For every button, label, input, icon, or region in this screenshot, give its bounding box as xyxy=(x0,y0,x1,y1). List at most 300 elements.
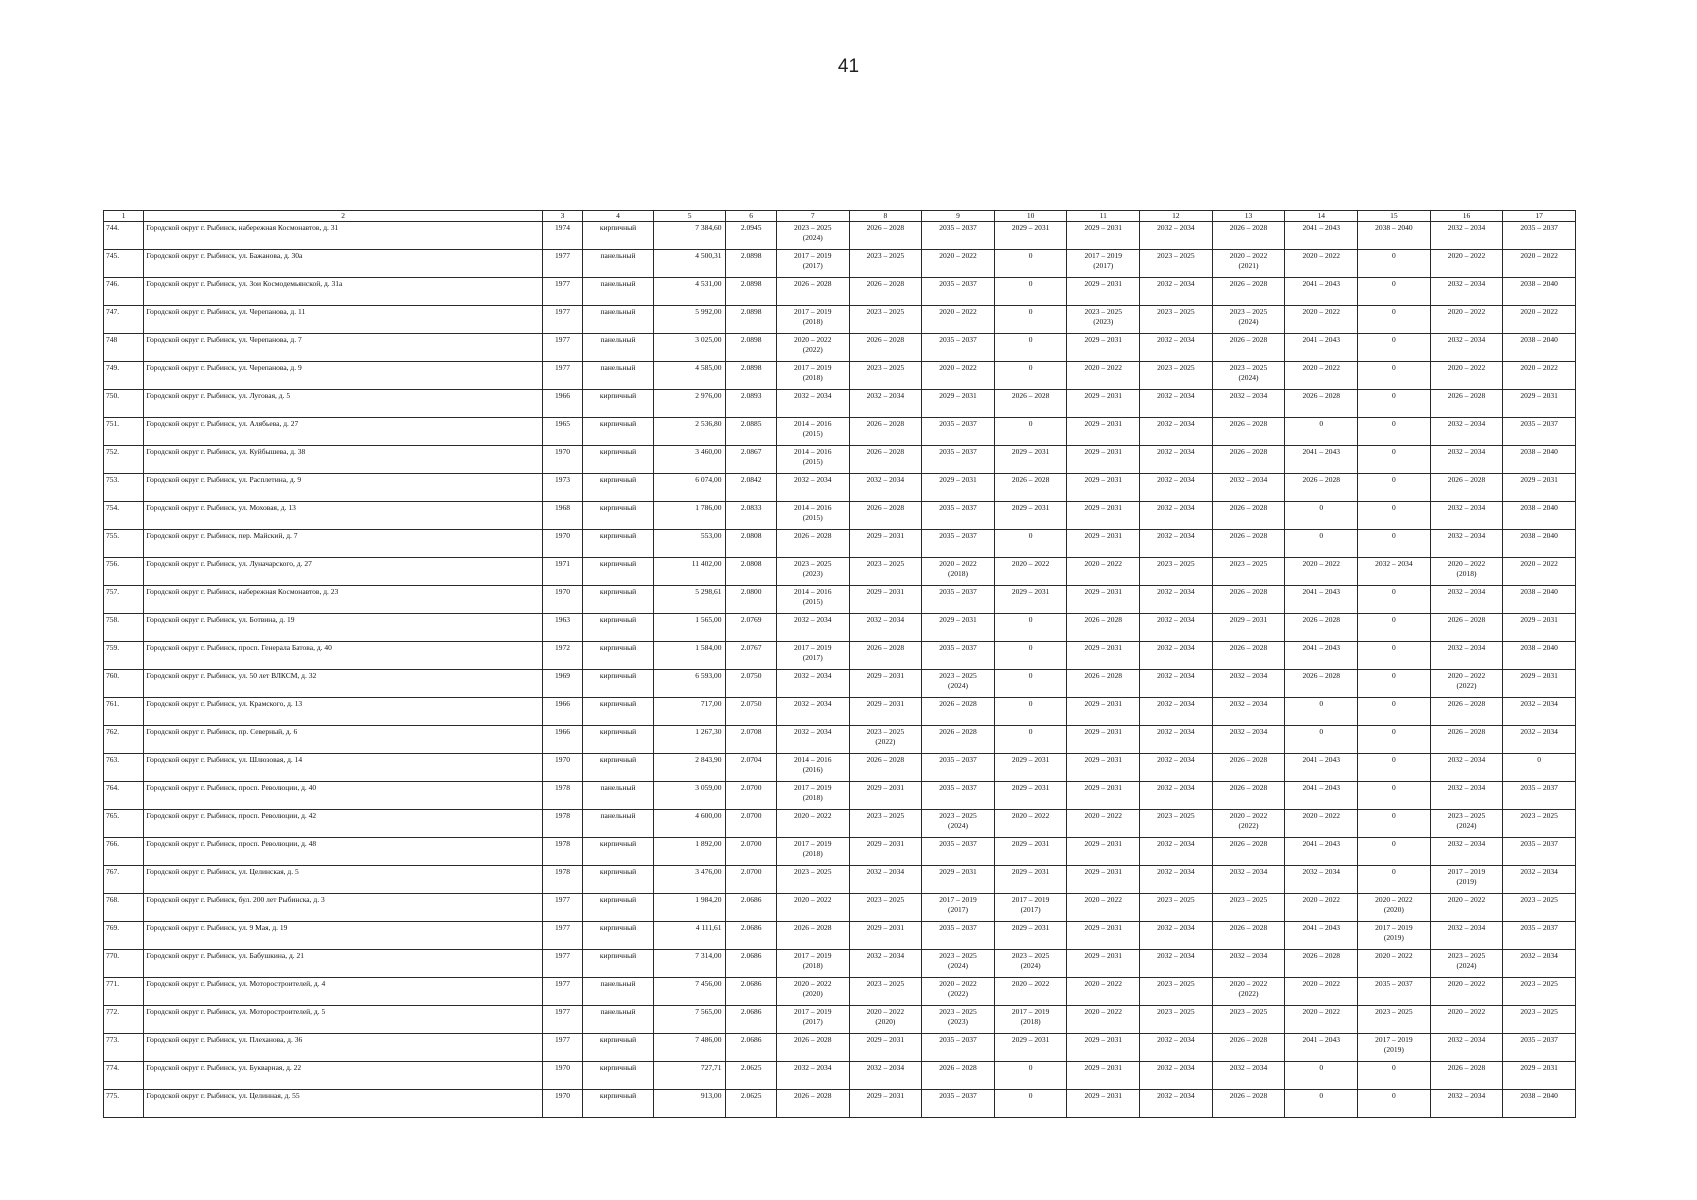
table-row xyxy=(104,362,1576,390)
table-cell: 2029 – 2031 xyxy=(1067,446,1140,474)
table-cell: 2032 – 2034 xyxy=(1430,334,1503,362)
table-cell: 0 xyxy=(994,698,1067,726)
table-cell: 774. xyxy=(104,1062,144,1090)
table-cell: 2020 – 2022 xyxy=(1285,978,1358,1006)
table-cell: 2017 – 2019 (2017) xyxy=(776,642,849,670)
table-cell: 764. xyxy=(104,782,144,810)
table-cell: 2023 – 2025 xyxy=(776,866,849,894)
table-cell: 7 456,00 xyxy=(653,978,726,1006)
column-header: 2 xyxy=(144,211,543,222)
table-row xyxy=(104,754,1576,782)
table-cell: 717,00 xyxy=(653,698,726,726)
table-cell: 2029 – 2031 xyxy=(1503,670,1576,698)
table-cell: 2029 – 2031 xyxy=(1212,614,1285,642)
table-cell: 913,00 xyxy=(653,1090,726,1118)
table-cell: 4 600,00 xyxy=(653,810,726,838)
table-cell: 2020 – 2022 xyxy=(1430,306,1503,334)
table-cell: 2.0686 xyxy=(726,894,776,922)
table-cell: 2.0686 xyxy=(726,950,776,978)
table-row xyxy=(104,502,1576,530)
table-cell: 2041 – 2043 xyxy=(1285,782,1358,810)
table-cell: 2029 – 2031 xyxy=(1067,838,1140,866)
table-cell: 2035 – 2037 xyxy=(922,530,995,558)
table-cell: 2032 – 2034 xyxy=(1430,530,1503,558)
table-cell: 2023 – 2025 xyxy=(1503,894,1576,922)
table-cell: 766. xyxy=(104,838,144,866)
table-cell: 1974 xyxy=(542,222,582,250)
column-header: 16 xyxy=(1430,211,1503,222)
table-cell: 747. xyxy=(104,306,144,334)
table-cell: 2020 – 2022 xyxy=(1358,950,1431,978)
table-row xyxy=(104,1006,1576,1034)
table-cell: 2032 – 2034 xyxy=(1430,782,1503,810)
table-cell: 2023 – 2025 xyxy=(1503,978,1576,1006)
table-cell: 2020 – 2022 xyxy=(1285,558,1358,586)
table-cell: 0 xyxy=(1358,866,1431,894)
table-cell: 2038 – 2040 xyxy=(1503,278,1576,306)
table-cell: 2029 – 2031 xyxy=(1067,502,1140,530)
table-cell: Городской округ г. Рыбинск, ул. 50 лет ВЛКСМ, д. 32 xyxy=(144,670,543,698)
table-cell: 0 xyxy=(994,278,1067,306)
table-cell: 0 xyxy=(1358,1090,1431,1118)
table-cell: 2026 – 2028 xyxy=(776,922,849,950)
table-cell: Городской округ г. Рыбинск, пер. Майский, д. 7 xyxy=(144,530,543,558)
table-cell: 2023 – 2025 (2024) xyxy=(922,670,995,698)
table-cell: 2020 – 2022 (2022) xyxy=(1212,978,1285,1006)
table-cell: Городской округ г. Рыбинск, просп. Революции, д. 40 xyxy=(144,782,543,810)
table-cell: Городской округ г. Рыбинск, набережная Космонавтов, д. 31 xyxy=(144,222,543,250)
table-cell: 750. xyxy=(104,390,144,418)
table-cell: 2035 – 2037 xyxy=(1358,978,1431,1006)
table-cell: панельный xyxy=(583,334,654,362)
table-cell: 761. xyxy=(104,698,144,726)
table-cell: 2023 – 2025 (2023) xyxy=(776,558,849,586)
table-cell: 2032 – 2034 xyxy=(1285,866,1358,894)
table-cell: панельный xyxy=(583,782,654,810)
table-cell: 2026 – 2028 xyxy=(922,698,995,726)
table-cell: 1 786,00 xyxy=(653,502,726,530)
table-row xyxy=(104,950,1576,978)
table-cell: кирпичный xyxy=(583,726,654,754)
table-cell: 2032 – 2034 xyxy=(1140,1034,1213,1062)
table-cell: 2017 – 2019 (2018) xyxy=(776,306,849,334)
table-cell: 0 xyxy=(994,614,1067,642)
table-cell: 1977 xyxy=(542,250,582,278)
table-cell: 2023 – 2025 xyxy=(1358,1006,1431,1034)
table-row xyxy=(104,1090,1576,1118)
table-cell: 2017 – 2019 (2018) xyxy=(776,950,849,978)
table-cell: кирпичный xyxy=(583,698,654,726)
table-cell: 553,00 xyxy=(653,530,726,558)
table-cell: 2035 – 2037 xyxy=(1503,418,1576,446)
table-cell: 2029 – 2031 xyxy=(1503,614,1576,642)
table-cell: 2023 – 2025 (2024) xyxy=(1430,950,1503,978)
table-cell: 2029 – 2031 xyxy=(1067,586,1140,614)
table-cell: 2026 – 2028 xyxy=(1212,530,1285,558)
table-cell: 2.0767 xyxy=(726,642,776,670)
table-cell: 0 xyxy=(1358,474,1431,502)
table-cell: 2020 – 2022 xyxy=(1067,810,1140,838)
table-cell: кирпичный xyxy=(583,502,654,530)
table-cell: 2020 – 2022 xyxy=(1503,362,1576,390)
table-cell: 2029 – 2031 xyxy=(1067,782,1140,810)
table-cell: 2032 – 2034 xyxy=(1140,278,1213,306)
table-cell: 2035 – 2037 xyxy=(1503,222,1576,250)
table-cell: 2032 – 2034 xyxy=(1140,838,1213,866)
table-cell: 2020 – 2022 xyxy=(1430,1006,1503,1034)
table-cell: 2020 – 2022 xyxy=(1430,978,1503,1006)
table-cell: 2029 – 2031 xyxy=(994,222,1067,250)
table-cell: 11 402,00 xyxy=(653,558,726,586)
table-cell: 2029 – 2031 xyxy=(1067,726,1140,754)
table-cell: 2026 – 2028 xyxy=(1212,642,1285,670)
table-cell: 2029 – 2031 xyxy=(1503,390,1576,418)
table-cell: 2.0700 xyxy=(726,838,776,866)
table-cell: 0 xyxy=(1285,502,1358,530)
table-cell: 2.0800 xyxy=(726,586,776,614)
table-cell: 744. xyxy=(104,222,144,250)
table-cell: 2041 – 2043 xyxy=(1285,1034,1358,1062)
table-cell: Городской округ г. Рыбинск, ул. Букварная, д. 22 xyxy=(144,1062,543,1090)
table-cell: 759. xyxy=(104,642,144,670)
table-cell: 1966 xyxy=(542,390,582,418)
table-cell: 3 476,00 xyxy=(653,866,726,894)
table-cell: 2032 – 2034 xyxy=(1212,670,1285,698)
table-cell: 0 xyxy=(1358,446,1431,474)
table-cell: 2029 – 2031 xyxy=(1067,950,1140,978)
table-cell: кирпичный xyxy=(583,894,654,922)
table-cell: 2026 – 2028 xyxy=(1285,950,1358,978)
table-cell: 2041 – 2043 xyxy=(1285,222,1358,250)
table-cell: 2.0625 xyxy=(726,1090,776,1118)
table-cell: 2029 – 2031 xyxy=(1067,530,1140,558)
table-cell: 2023 – 2025 xyxy=(1140,558,1213,586)
table-cell: 2023 – 2025 (2024) xyxy=(922,950,995,978)
table-cell: 748 xyxy=(104,334,144,362)
table-cell: 2017 – 2019 (2018) xyxy=(776,362,849,390)
table-cell: 2029 – 2031 xyxy=(849,530,922,558)
table-cell: Городской округ г. Рыбинск, ул. Моторостроителей, д. 5 xyxy=(144,1006,543,1034)
table-cell: Городской округ г. Рыбинск, просп. Революции, д. 48 xyxy=(144,838,543,866)
table-cell: 2038 – 2040 xyxy=(1358,222,1431,250)
table-cell: 2032 – 2034 xyxy=(1212,726,1285,754)
table-cell: 1966 xyxy=(542,698,582,726)
table-cell: 2032 – 2034 xyxy=(849,1062,922,1090)
table-cell: 2026 – 2028 xyxy=(1212,278,1285,306)
table-cell: 0 xyxy=(1285,726,1358,754)
table-cell: 2017 – 2019 (2019) xyxy=(1430,866,1503,894)
table-cell: 2026 – 2028 xyxy=(994,474,1067,502)
table-cell: 2029 – 2031 xyxy=(994,502,1067,530)
table-cell: 2035 – 2037 xyxy=(922,418,995,446)
table-cell: 2038 – 2040 xyxy=(1503,642,1576,670)
column-header: 14 xyxy=(1285,211,1358,222)
table-cell: 1977 xyxy=(542,922,582,950)
table-cell: 2035 – 2037 xyxy=(1503,838,1576,866)
table-cell: 2035 – 2037 xyxy=(922,754,995,782)
table-cell: 2029 – 2031 xyxy=(1067,474,1140,502)
table-cell: 0 xyxy=(1358,810,1431,838)
table-cell: 2026 – 2028 xyxy=(922,726,995,754)
table-cell: 2032 – 2034 xyxy=(776,670,849,698)
table-cell: 5 298,61 xyxy=(653,586,726,614)
table-cell: 2029 – 2031 xyxy=(994,446,1067,474)
table-cell: 2032 – 2034 xyxy=(1503,698,1576,726)
table-cell: панельный xyxy=(583,978,654,1006)
table-cell: Городской округ г. Рыбинск, ул. Целинная, д. 55 xyxy=(144,1090,543,1118)
table-cell: 2023 – 2025 (2024) xyxy=(922,810,995,838)
table-cell: 2017 – 2019 (2017) xyxy=(994,894,1067,922)
table-cell: кирпичный xyxy=(583,1034,654,1062)
table-cell: 2029 – 2031 xyxy=(1067,222,1140,250)
table-cell: 2029 – 2031 xyxy=(994,782,1067,810)
table-cell: 2035 – 2037 xyxy=(922,1034,995,1062)
table-cell: Городской округ г. Рыбинск, ул. Черепанова, д. 11 xyxy=(144,306,543,334)
column-header: 3 xyxy=(542,211,582,222)
table-cell: 0 xyxy=(994,306,1067,334)
table-cell: 2029 – 2031 xyxy=(849,1090,922,1118)
table-cell: 0 xyxy=(994,334,1067,362)
table-cell: 760. xyxy=(104,670,144,698)
table-cell: 1977 xyxy=(542,1006,582,1034)
table-row xyxy=(104,866,1576,894)
table-cell: 2026 – 2028 xyxy=(1212,446,1285,474)
table-cell: 2026 – 2028 xyxy=(994,390,1067,418)
table-cell: кирпичный xyxy=(583,642,654,670)
table-cell: 1970 xyxy=(542,1062,582,1090)
table-cell: 2023 – 2025 xyxy=(1140,306,1213,334)
table-cell: кирпичный xyxy=(583,922,654,950)
table-cell: 2035 – 2037 xyxy=(922,642,995,670)
table-cell: 0 xyxy=(1358,334,1431,362)
table-cell: кирпичный xyxy=(583,670,654,698)
table-cell: 2032 – 2034 xyxy=(776,698,849,726)
table-cell: 2032 – 2034 xyxy=(1140,642,1213,670)
table-cell: Городской округ г. Рыбинск, ул. Расплетина, д. 9 xyxy=(144,474,543,502)
table-cell: 2032 – 2034 xyxy=(1212,1062,1285,1090)
table-cell: 0 xyxy=(1358,390,1431,418)
table-cell: 2035 – 2037 xyxy=(1503,782,1576,810)
table-row xyxy=(104,838,1576,866)
table-cell: 2023 – 2025 xyxy=(849,978,922,1006)
table-cell: 0 xyxy=(994,362,1067,390)
table-cell: 7 314,00 xyxy=(653,950,726,978)
table-cell: кирпичный xyxy=(583,614,654,642)
table-cell: 2020 – 2022 xyxy=(776,894,849,922)
table-cell: 2020 – 2022 xyxy=(1285,894,1358,922)
table-cell: 2029 – 2031 xyxy=(1067,1062,1140,1090)
table-cell: 768. xyxy=(104,894,144,922)
table-cell: 2014 – 2016 (2016) xyxy=(776,754,849,782)
table-cell: 2014 – 2016 (2015) xyxy=(776,446,849,474)
table-cell: 2026 – 2028 xyxy=(776,278,849,306)
table-cell: 2.0700 xyxy=(726,866,776,894)
table-cell: 2029 – 2031 xyxy=(1067,922,1140,950)
table-cell: Городской округ г. Рыбинск, ул. Зои Космодемьянской, д. 31а xyxy=(144,278,543,306)
table-cell: 746. xyxy=(104,278,144,306)
table-cell: 2032 – 2034 xyxy=(1430,446,1503,474)
table-cell: кирпичный xyxy=(583,446,654,474)
table-cell: 2035 – 2037 xyxy=(922,838,995,866)
table-cell: 2026 – 2028 xyxy=(1067,614,1140,642)
table-row xyxy=(104,670,1576,698)
table-cell: 2035 – 2037 xyxy=(922,1090,995,1118)
table-cell: 2041 – 2043 xyxy=(1285,278,1358,306)
table-cell: 2041 – 2043 xyxy=(1285,642,1358,670)
table-cell: 2026 – 2028 xyxy=(1430,726,1503,754)
table-cell: 3 059,00 xyxy=(653,782,726,810)
table-cell: кирпичный xyxy=(583,866,654,894)
table-cell: 4 111,61 xyxy=(653,922,726,950)
table-cell: панельный xyxy=(583,306,654,334)
column-header: 15 xyxy=(1358,211,1431,222)
column-header: 7 xyxy=(776,211,849,222)
table-cell: 2014 – 2016 (2015) xyxy=(776,586,849,614)
table-cell: 2032 – 2034 xyxy=(1140,334,1213,362)
table-cell: 1 984,20 xyxy=(653,894,726,922)
table-cell: 2.0769 xyxy=(726,614,776,642)
table-cell: 2023 – 2025 xyxy=(1212,558,1285,586)
table-cell: 2020 – 2022 xyxy=(994,978,1067,1006)
table-cell: 758. xyxy=(104,614,144,642)
table-cell: 2026 – 2028 xyxy=(849,418,922,446)
table-cell: 1 584,00 xyxy=(653,642,726,670)
table-cell: 0 xyxy=(994,530,1067,558)
table-cell: 1971 xyxy=(542,558,582,586)
table-cell: 2017 – 2019 (2017) xyxy=(776,250,849,278)
table-cell: 2023 – 2025 xyxy=(1140,250,1213,278)
table-cell: 2029 – 2031 xyxy=(849,670,922,698)
table-cell: 2041 – 2043 xyxy=(1285,754,1358,782)
table-cell: 1978 xyxy=(542,866,582,894)
page-number: 41 xyxy=(837,56,860,77)
table-cell: 2041 – 2043 xyxy=(1285,334,1358,362)
table-cell: 2.0885 xyxy=(726,418,776,446)
table-cell: 0 xyxy=(1503,754,1576,782)
table-cell: 2023 – 2025 xyxy=(849,810,922,838)
table-cell: 2020 – 2022 xyxy=(1503,306,1576,334)
table-cell: 2029 – 2031 xyxy=(849,922,922,950)
table-row xyxy=(104,894,1576,922)
table-cell: 2026 – 2028 xyxy=(1430,474,1503,502)
table-cell: 2023 – 2025 xyxy=(1140,894,1213,922)
table-cell: Городской округ г. Рыбинск, ул. Плеханова, д. 36 xyxy=(144,1034,543,1062)
table-cell: 1977 xyxy=(542,362,582,390)
table-cell: 0 xyxy=(1358,698,1431,726)
table-cell: 2032 – 2034 xyxy=(1140,614,1213,642)
table-cell: 762. xyxy=(104,726,144,754)
table-cell: 2029 – 2031 xyxy=(1067,390,1140,418)
table-row xyxy=(104,250,1576,278)
table-cell: 2.0808 xyxy=(726,530,776,558)
table-cell: Городской округ г. Рыбинск, ул. Луначарского, д. 27 xyxy=(144,558,543,586)
table-cell: 2.0898 xyxy=(726,334,776,362)
column-header: 10 xyxy=(994,211,1067,222)
table-cell: 0 xyxy=(1358,838,1431,866)
table-cell: 2020 – 2022 xyxy=(1430,250,1503,278)
table-cell: 2023 – 2025 (2023) xyxy=(922,1006,995,1034)
table-cell: 2035 – 2037 xyxy=(922,922,995,950)
table-cell: 2.0625 xyxy=(726,1062,776,1090)
table-cell: 2029 – 2031 xyxy=(1067,1034,1140,1062)
table-cell: 749. xyxy=(104,362,144,390)
table-cell: 2.0898 xyxy=(726,362,776,390)
table-cell: 2032 – 2034 xyxy=(1140,726,1213,754)
table-row xyxy=(104,642,1576,670)
table-cell: 2026 – 2028 xyxy=(849,278,922,306)
column-header: 9 xyxy=(922,211,995,222)
table-cell: 2035 – 2037 xyxy=(922,782,995,810)
table-cell: 2029 – 2031 xyxy=(849,782,922,810)
table-cell: 2032 – 2034 xyxy=(1503,866,1576,894)
table-row xyxy=(104,446,1576,474)
table-cell: панельный xyxy=(583,1006,654,1034)
table-cell: 0 xyxy=(1358,754,1431,782)
table-cell: 2.0808 xyxy=(726,558,776,586)
table-cell: 2029 – 2031 xyxy=(994,754,1067,782)
table-cell: 2032 – 2034 xyxy=(1140,474,1213,502)
table-row xyxy=(104,698,1576,726)
table-cell: 2023 – 2025 xyxy=(1140,362,1213,390)
table-cell: 2026 – 2028 xyxy=(1212,418,1285,446)
table-cell: 2023 – 2025 xyxy=(1212,1006,1285,1034)
table-cell: 2.0833 xyxy=(726,502,776,530)
table-cell: 2032 – 2034 xyxy=(1140,586,1213,614)
table-cell: 2 843,90 xyxy=(653,754,726,782)
table-cell: 2026 – 2028 xyxy=(1212,586,1285,614)
column-header: 12 xyxy=(1140,211,1213,222)
table-cell: 1970 xyxy=(542,754,582,782)
table-cell: 752. xyxy=(104,446,144,474)
table-cell: 2017 – 2019 (2018) xyxy=(776,782,849,810)
table-cell: 0 xyxy=(1285,1062,1358,1090)
table-cell: Городской округ г. Рыбинск, просп. Генерала Батова, д. 40 xyxy=(144,642,543,670)
table-cell: 1965 xyxy=(542,418,582,446)
table-cell: 2023 – 2025 xyxy=(1212,894,1285,922)
table-row xyxy=(104,222,1576,250)
table-cell: 0 xyxy=(1358,418,1431,446)
table-cell: 0 xyxy=(994,670,1067,698)
table-cell: 2029 – 2031 xyxy=(994,586,1067,614)
table-row xyxy=(104,1062,1576,1090)
table-cell: Городской округ г. Рыбинск, набережная Космонавтов, д. 23 xyxy=(144,586,543,614)
table-cell: 2029 – 2031 xyxy=(1503,474,1576,502)
table-cell: 2023 – 2025 xyxy=(1140,978,1213,1006)
table-row xyxy=(104,558,1576,586)
table-cell: 2029 – 2031 xyxy=(1067,334,1140,362)
table-cell: 2032 – 2034 xyxy=(1140,1062,1213,1090)
table-cell: 2035 – 2037 xyxy=(922,334,995,362)
table-cell: 745. xyxy=(104,250,144,278)
table-cell: 2035 – 2037 xyxy=(922,278,995,306)
table-cell: 2020 – 2022 xyxy=(922,362,995,390)
table-cell: 2026 – 2028 xyxy=(849,446,922,474)
table-cell: 2020 – 2022 (2022) xyxy=(1212,810,1285,838)
table-cell: 0 xyxy=(1358,278,1431,306)
table-cell: 2029 – 2031 xyxy=(994,838,1067,866)
table-cell: 2029 – 2031 xyxy=(922,390,995,418)
table-cell: 2017 – 2019 (2019) xyxy=(1358,922,1431,950)
table-cell: 1977 xyxy=(542,334,582,362)
table-row xyxy=(104,474,1576,502)
table-row xyxy=(104,418,1576,446)
table-cell: 2026 – 2028 xyxy=(1212,782,1285,810)
table-cell: 2029 – 2031 xyxy=(849,698,922,726)
table-cell: 2014 – 2016 (2015) xyxy=(776,418,849,446)
table-cell: 2029 – 2031 xyxy=(1067,278,1140,306)
table-cell: 2029 – 2031 xyxy=(849,1034,922,1062)
table-row xyxy=(104,334,1576,362)
